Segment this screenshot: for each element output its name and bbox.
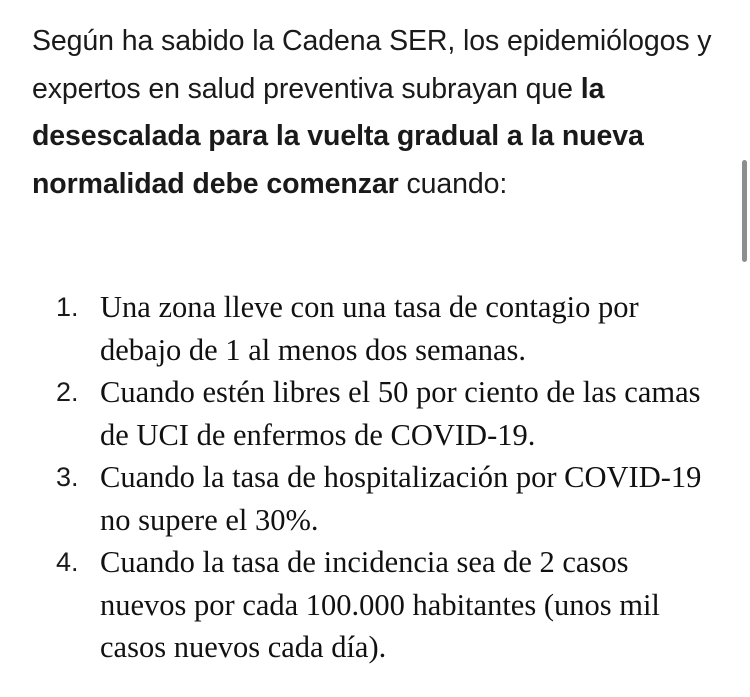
criteria-list xyxy=(32,286,722,669)
criteria-item-number: 4. xyxy=(56,547,79,577)
vertical-scrollbar[interactable] xyxy=(742,160,747,262)
criteria-item xyxy=(32,541,722,669)
intro-highlight-text: la desescalada para la vuelta gradual a la nueva normalidad debe comenzar xyxy=(32,72,644,200)
criteria-item-text: Cuando estén libres el 50 por ciento de las camas de UCI de enfermos de COVID-19. xyxy=(100,375,701,452)
criteria-item-number: 2. xyxy=(56,377,79,407)
criteria-item-text: Una zona lleve con una tasa de contagio por debajo de 1 al menos dos semanas. xyxy=(100,290,639,367)
criteria-item-text: Cuando la tasa de incidencia sea de 2 casos nuevos por cada 100.000 habitantes (unos mil casos nuevos cada día). xyxy=(100,545,660,664)
criteria-item xyxy=(32,456,722,541)
criteria-item xyxy=(32,286,722,371)
criteria-item xyxy=(32,371,722,456)
criteria-item-text: Cuando la tasa de hospitalización por COVID-19 no supere el 30%. xyxy=(100,460,702,537)
article-body xyxy=(32,18,722,664)
intro-tail-text: cuando: xyxy=(398,167,508,200)
intro-paragraph xyxy=(32,18,722,208)
criteria-item-number: 3. xyxy=(56,462,79,492)
criteria-item-number: 1. xyxy=(56,292,79,322)
intro-lead-text: Según ha sabido la Cadena SER, los epidemiólogos y expertos en salud preventiva subrayan que xyxy=(32,25,712,105)
